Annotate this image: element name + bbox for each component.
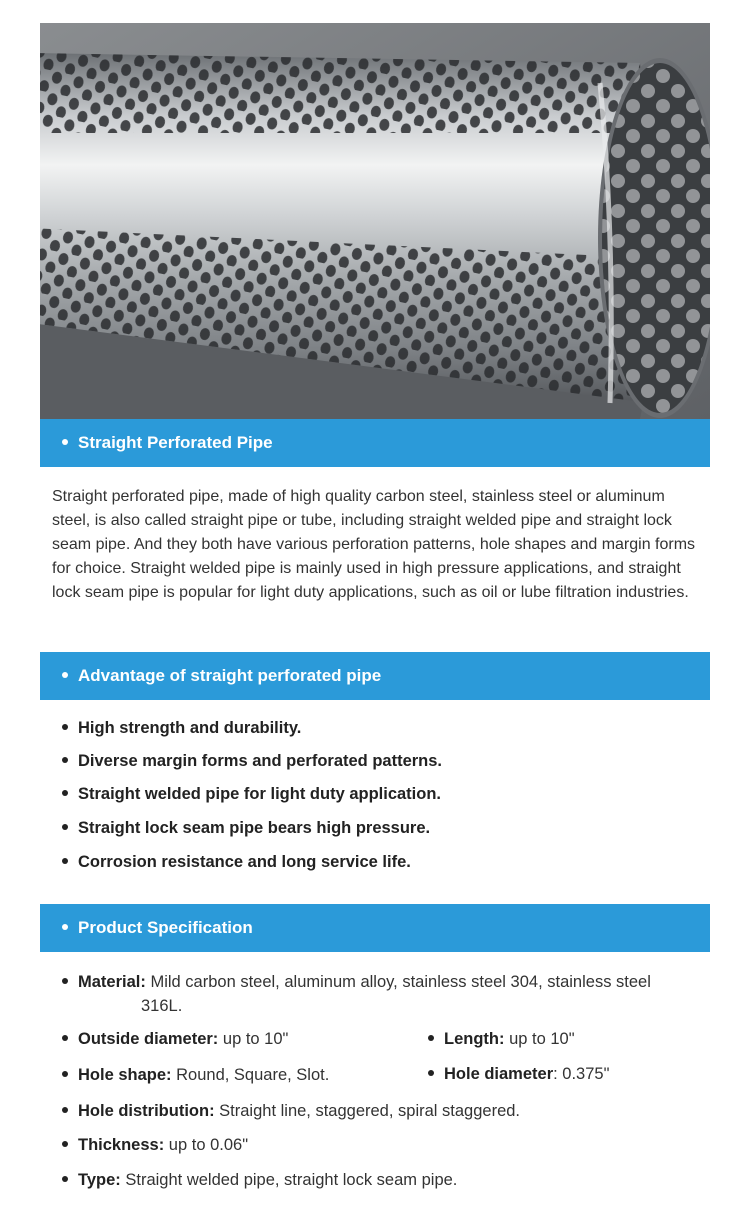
section-title: Product Specification [78, 918, 253, 937]
list-item-text: Diverse margin forms and perforated patterns. [78, 752, 443, 770]
spec-hole-shape [62, 1063, 329, 1087]
spec-type [62, 1168, 457, 1192]
list-item [62, 785, 442, 819]
spec-outside-diameter [62, 1027, 288, 1051]
spec-value: Straight welded pipe, straight lock seam pipe. [125, 1171, 458, 1189]
list-item [62, 719, 442, 752]
spec-label: Length: [444, 1030, 505, 1048]
spec-value: Mild carbon steel, aluminum alloy, stainless steel 304, stainless steel [150, 973, 651, 991]
spec-label: Hole diameter [444, 1065, 554, 1083]
spec-label: Material: [78, 973, 146, 991]
list-item [62, 853, 442, 886]
bullet-icon [428, 1035, 434, 1041]
spec-length [428, 1027, 575, 1051]
section-title: Straight Perforated Pipe [78, 433, 273, 452]
spec-value: Round, Square, Slot. [176, 1066, 330, 1084]
bullet-icon [62, 757, 68, 763]
spec-value: Straight line, staggered, spiral staggered. [219, 1102, 521, 1120]
bullet-icon [62, 1035, 68, 1041]
list-item [62, 819, 442, 853]
intro-paragraph: Straight perforated pipe, made of high quality carbon steel, stainless steel or aluminum steel, is also called straight pipe or tube, including straight welded pipe and straight lock seam pipe. And they both have various perforation patterns, hole shapes and margin forms for choice. Straight welded pipe is mainly used in high pressure applications, and straight lock seam pipe is popular for light duty applications, such as oil or lube filtration industries. [52, 488, 696, 601]
pipe-illustration [40, 23, 710, 419]
list-item-text: Straight welded pipe for light duty application. [78, 785, 442, 803]
spec-value: up to 10" [222, 1030, 289, 1048]
bullet-icon [62, 858, 68, 864]
spec-label: Thickness: [78, 1136, 165, 1154]
bullet-icon [62, 672, 68, 678]
bullet-icon [62, 439, 68, 445]
spec-label: Type: [78, 1171, 121, 1189]
spec-label: Hole distribution: [78, 1102, 215, 1120]
spec-hole-distribution [62, 1099, 520, 1123]
section-header-straight-pipe [40, 419, 710, 467]
spec-value: up to 0.06" [168, 1136, 249, 1154]
bullet-icon [62, 978, 68, 984]
section-header-specification [40, 904, 710, 952]
bullet-icon [428, 1070, 434, 1076]
spec-label: Hole shape: [78, 1066, 172, 1084]
bullet-icon [62, 1141, 68, 1147]
bullet-icon [62, 1071, 68, 1077]
spec-value: up to 10" [509, 1030, 575, 1048]
bullet-icon [62, 724, 68, 730]
perforated-pipe-photo [40, 23, 710, 419]
spec-hole-diameter [428, 1062, 609, 1086]
spec-label: Outside diameter: [78, 1030, 219, 1048]
bullet-icon [62, 1176, 68, 1182]
section-header-advantage [40, 652, 710, 700]
spec-value: 316L. [141, 997, 183, 1015]
spec-material [62, 970, 702, 1018]
bullet-icon [62, 924, 68, 930]
spec-value: : 0.375" [553, 1065, 610, 1083]
advantages-list [62, 719, 442, 886]
list-item-text: Corrosion resistance and long service life. [78, 853, 411, 871]
bullet-icon [62, 824, 68, 830]
list-item-text: Straight lock seam pipe bears high pressure. [78, 819, 431, 837]
spec-thickness [62, 1133, 248, 1157]
bullet-icon [62, 790, 68, 796]
section-title: Advantage of straight perforated pipe [78, 666, 382, 685]
list-item-text: High strength and durability. [78, 719, 302, 737]
list-item [62, 752, 442, 785]
bullet-icon [62, 1107, 68, 1113]
